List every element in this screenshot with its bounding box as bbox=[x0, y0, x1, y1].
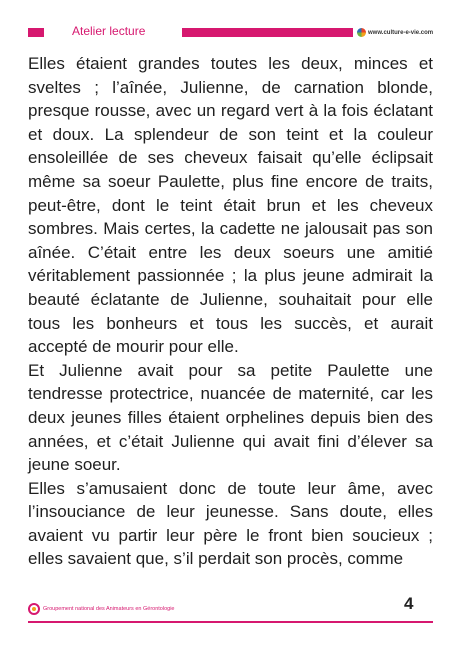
body-text bbox=[28, 52, 433, 571]
colorful-circle-logo-icon bbox=[357, 28, 366, 37]
gag-logo-icon bbox=[28, 603, 40, 615]
paragraph: Elles étaient grandes toutes les deux, minces et sveltes ; l’aînée, Julienne, de carnation blonde, presque rousse, avec un regard vert à la fois éclatant et doux. La splendeur de son teint et la couleur ensoleillée de ses cheveux faisait qu’elle éclipsait même sa soeur Paulette, plus fine encore de traits, peut-être, dont le teint était brun et les cheveux sombres. Mais certes, la cadette ne jalousait pas son aînée. C’était entre les deux soeurs une amitié véritablement passionnée ; la plus jeune admirait la beauté éclatante de Julienne, souhaitait pour elle tous les bonheurs et tous les succès, et aurait accepté de mourir pour elle. bbox=[28, 54, 433, 357]
footer-logo bbox=[28, 603, 174, 615]
site-logo[interactable] bbox=[357, 28, 433, 37]
page-number: 4 bbox=[404, 594, 414, 613]
organization-name: Groupement national des Animateurs en Gérontologie bbox=[43, 606, 175, 612]
header-accent-bar-right bbox=[182, 28, 353, 37]
paragraph: Elles s’amusaient donc de toute leur âme, avec l’insouciance de leur jeunesse. Sans doute, elles avaient vu partir leur père le front bien soucieux ; elles savaient que, s’il perdait son procès, comme bbox=[28, 478, 433, 569]
paragraph: Et Julienne avait pour sa petite Paulette une tendresse protectrice, nuancée de maternité, car les deux jeunes filles étaient orphelines depuis bien des années, et c’était Julienne qui avait fini d’élever sa jeune soeur. bbox=[28, 360, 433, 475]
footer-rule bbox=[28, 621, 433, 623]
site-url[interactable]: www.culture-e-vie.com bbox=[368, 29, 434, 36]
section-title: Atelier lecture bbox=[72, 24, 146, 38]
header-accent-bar-left bbox=[28, 28, 44, 37]
